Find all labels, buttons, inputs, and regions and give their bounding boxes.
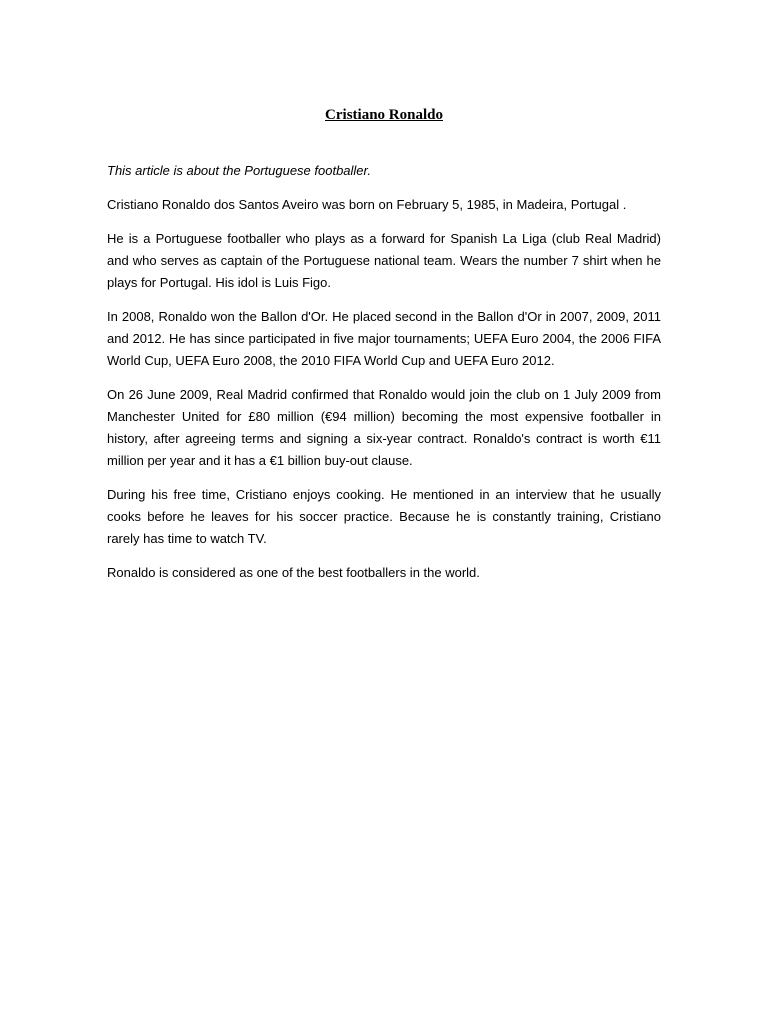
conclusion-paragraph: Ronaldo is considered as one of the best footballers in the world. [107,565,480,580]
document-title: Cristiano Ronaldo [325,107,443,123]
career-paragraph: He is a Portuguese footballer who plays as a forward for Spanish La Liga (club Real Madrid) and who serves as captain of the Portuguese national team. Wears the number 7 shirt when he plays for Portugal. His idol is Luis Figo. [107,231,661,290]
birth-paragraph: Cristiano Ronaldo dos Santos Aveiro was born on February 5, 1985, in Madeira, Portugal . [107,197,627,212]
free-time-paragraph: During his free time, Cristiano enjoys cooking. He mentioned in an interview that he usually cooks before he leaves for his soccer practice. Because he is constantly training, Cristiano rarely has time to watch TV. [107,487,661,546]
document-page [107,106,661,596]
intro-paragraph: This article is about the Portuguese footballer. [107,163,371,178]
awards-paragraph: In 2008, Ronaldo won the Ballon d'Or. He placed second in the Ballon d'Or in 2007, 2009, 2011 and 2012. He has since participated in five major tournaments; UEFA Euro 2004, the 2006 FIFA World Cup, UEFA Euro 2008, the 2010 FIFA World Cup and UEFA Euro 2012. [107,309,661,368]
transfer-paragraph: On 26 June 2009, Real Madrid confirmed that Ronaldo would join the club on 1 July 2009 from Manchester United for £80 million (€94 million) becoming the most expensive footballer in history, after agreeing terms and signing a six-year contract. Ronaldo's contract is worth €11 million per year and it has a €1 billion buy-out clause. [107,387,661,468]
